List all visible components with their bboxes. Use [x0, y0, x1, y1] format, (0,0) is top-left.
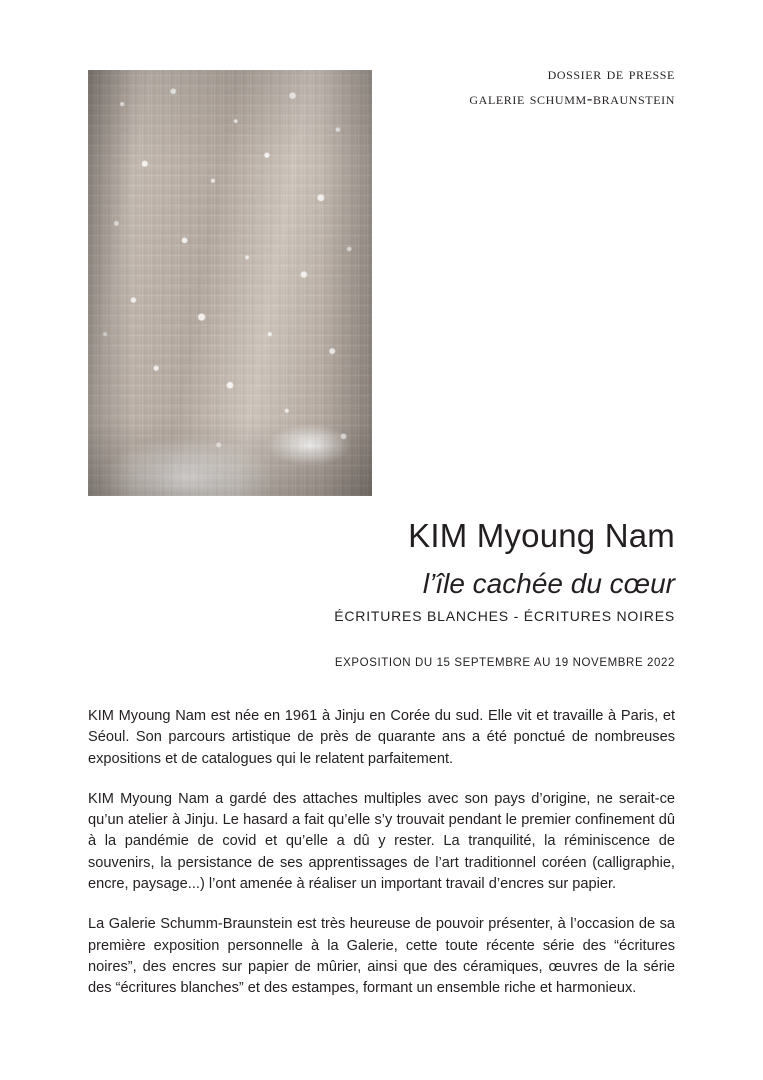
body-text: [88, 706, 675, 1000]
exhibition-dates-text: EXPOSITION DU 15 SEPTEMBRE AU 19 NOVEMBRE 2022: [334, 657, 675, 670]
work-title: l’île cachée du cœur: [422, 568, 675, 600]
paragraph: KIM Myoung Nam est née en 1961 à Jinju en Corée du sud. Elle vit et travaille à Paris, et Séoul. Son parcours artistique de près de quarante ans a été ponctué de nombreuses expositions et de catalogues qui le relatent parfaitement.: [88, 708, 675, 767]
document-header: [469, 62, 675, 111]
paragraph: KIM Myoung Nam a gardé des attaches multiples avec son pays d’origine, ne serait-ce qu’un atelier à Jinju. Le hasard a fait qu’elle s’y trouvait pendant le premier confinement dû à la pandémie de covid et qu’elle a dû y rester. La tranquilité, la réminiscence de souvenirs, la persistance de ses apprentissages de l’art traditionnel coréen (calligraphie, encre, paysage...) l’ont amenée à réaliser un important travail d’encres sur papier.: [88, 790, 675, 893]
artwork-photo-shading: [88, 70, 372, 496]
work-subtitle: ÉCRITURES BLANCHES - ÉCRITURES NOIRES: [334, 608, 675, 625]
artist-name: KIM Myoung Nam: [408, 517, 675, 554]
exhibition-dates: [255, 654, 675, 669]
header-line-dossier: dossier de presse: [547, 64, 675, 83]
artwork-photo: [88, 70, 372, 496]
title-block: [255, 518, 675, 669]
paragraph: La Galerie Schumm-Braunstein est très heureuse de pouvoir présenter, à l’occasion de sa première exposition personnelle à la Galerie, cette toute récente série des “écritures noires”, des encres sur papier de mûrier, ainsi que des céramiques, œuvres de la série des “écritures blanches” et des estampes, formant un ensemble riche et harmonieux.: [88, 916, 675, 997]
header-line-gallery: galerie schumm-braunstein: [469, 88, 675, 108]
